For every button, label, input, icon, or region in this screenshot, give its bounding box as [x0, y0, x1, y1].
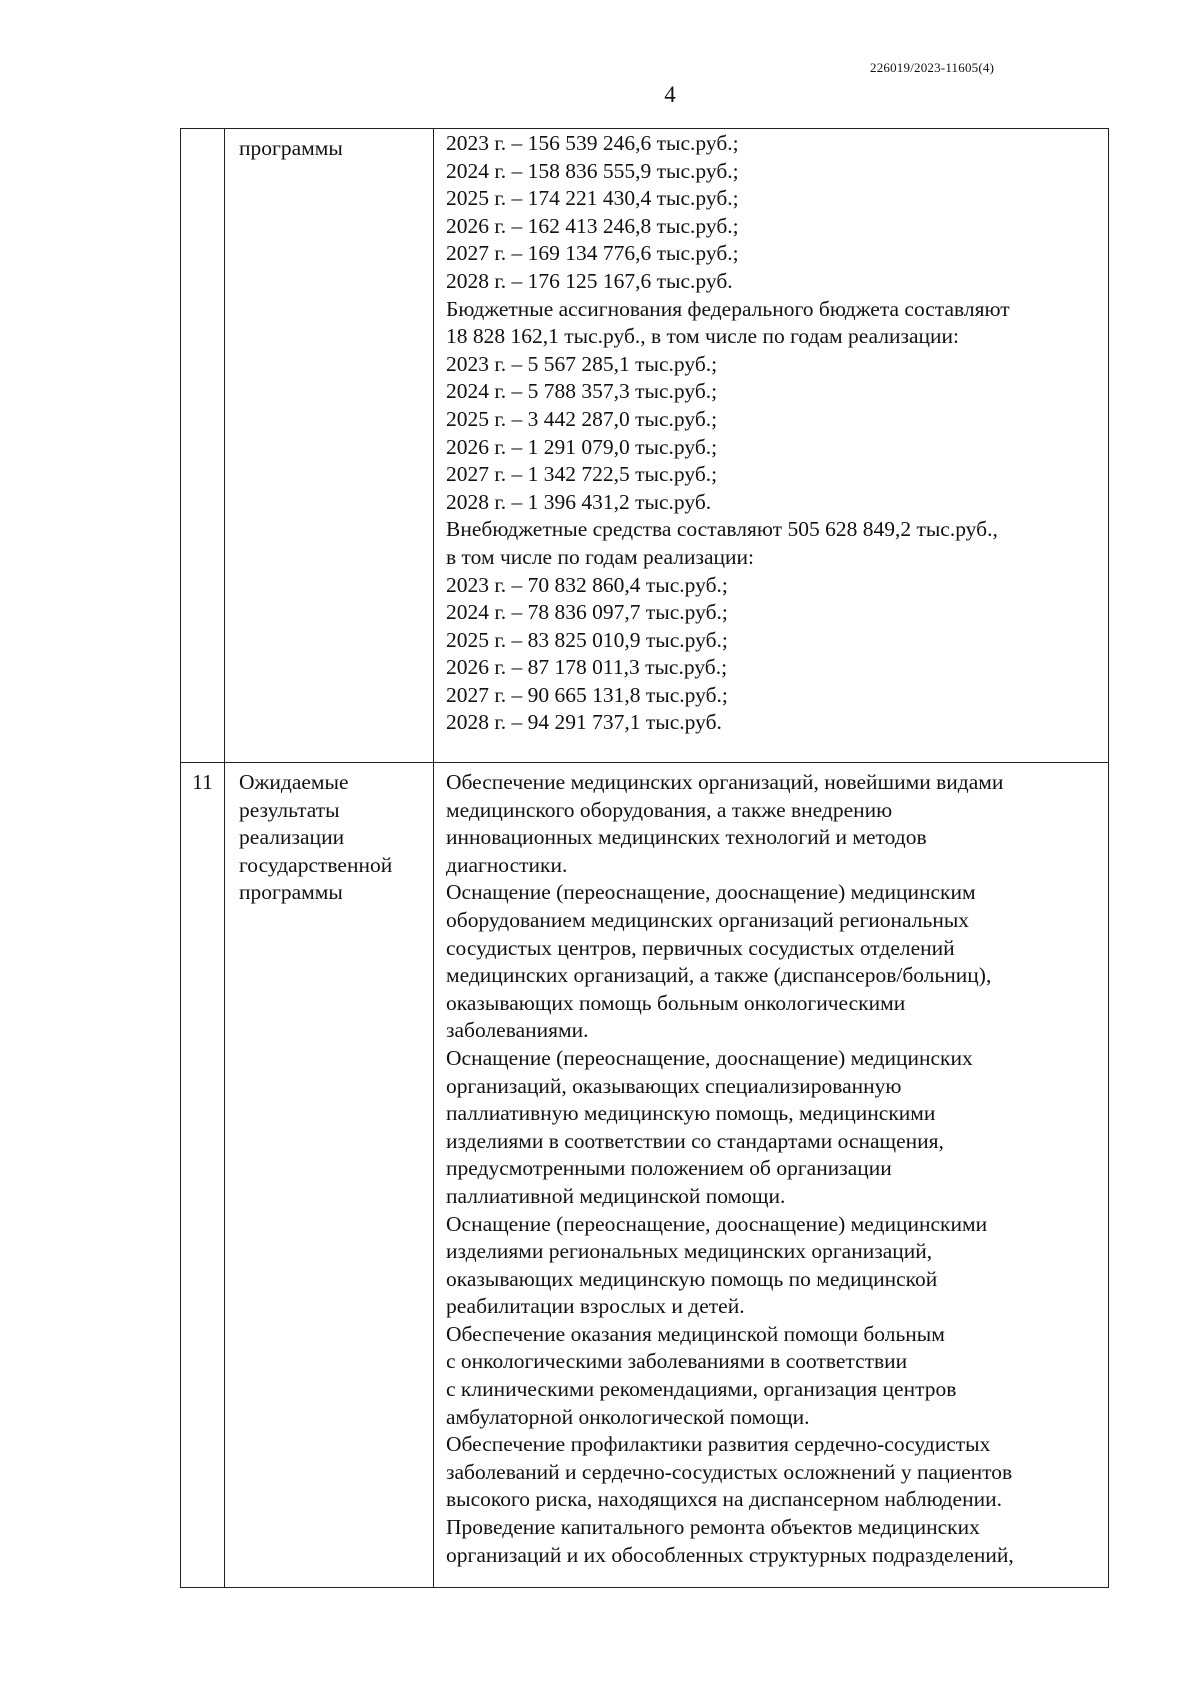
result-line: заболеваний и сердечно-сосудистых осложнений у пациентов — [446, 1459, 1013, 1484]
result-line: Обеспечение оказания медицинской помощи больным — [446, 1321, 945, 1346]
result-line: высокого риска, находящихся на диспансерном наблюдении. — [446, 1487, 1002, 1512]
funding-line: 2026 г. – 1 291 079,0 тыс.руб.; — [446, 434, 718, 459]
result-line: паллиативную медицинскую помощь, медицинскими — [446, 1101, 936, 1126]
funding-line: Внебюджетные средства составляют 505 628 849,2 тыс.руб., — [446, 517, 998, 542]
table-row-11 — [181, 763, 1109, 1588]
result-line: инновационных медицинских технологий и методов — [446, 825, 927, 850]
funding-content-cell — [434, 129, 1109, 763]
result-line: амбулаторной онкологической помощи. — [446, 1404, 810, 1429]
document-registration-number: 226019/2023-11605(4) — [870, 60, 995, 75]
funding-line: 2023 г. – 5 567 285,1 тыс.руб.; — [446, 351, 718, 376]
funding-line: Бюджетные ассигнования федерального бюджета составляют — [446, 296, 1010, 321]
funding-line: 2024 г. – 78 836 097,7 тыс.руб.; — [446, 600, 728, 625]
result-line: с клиническими рекомендациями, организация центров — [446, 1377, 957, 1402]
result-line: Оснащение (переоснащение, дооснащение) медицинских — [446, 1045, 973, 1070]
result-line: медицинского оборудования, а также внедрению — [446, 797, 893, 822]
result-line: диагностики. — [446, 852, 568, 877]
funding-line: в том числе по годам реализации: — [446, 544, 755, 569]
funding-line: 2025 г. – 83 825 010,9 тыс.руб.; — [446, 627, 728, 652]
result-line: изделиями в соответствии со стандартами оснащения, — [446, 1128, 944, 1153]
row-name-cell — [225, 763, 434, 1588]
funding-line: 2026 г. – 87 178 011,3 тыс.руб.; — [446, 655, 728, 680]
expected-results-cell — [434, 763, 1109, 1588]
funding-line: 2026 г. – 162 413 246,8 тыс.руб.; — [446, 213, 739, 238]
program-passport-table — [180, 128, 1109, 1588]
funding-line: 2025 г. – 3 442 287,0 тыс.руб.; — [446, 406, 718, 431]
result-line: сосудистых центров, первичных сосудистых отделений — [446, 935, 955, 960]
result-line: реабилитации взрослых и детей. — [446, 1294, 745, 1319]
funding-line: 2023 г. – 156 539 246,6 тыс.руб.; — [446, 131, 739, 155]
result-line: Оснащение (переоснащение, дооснащение) медицинскими — [446, 1211, 988, 1236]
row-number-cell: 11 — [181, 763, 225, 1588]
result-line: медицинских организаций, а также (диспансеров/больниц), — [446, 963, 992, 988]
row-name-line: результаты — [239, 797, 340, 822]
row-name-cell: программы — [225, 129, 434, 763]
result-line: предусмотренными положением об организации — [446, 1156, 892, 1181]
result-line: организаций, оказывающих специализированную — [446, 1073, 902, 1098]
row-name-line: государственной — [239, 852, 393, 877]
page-number: 4 — [664, 82, 676, 107]
result-line: изделиями региональных медицинских организаций, — [446, 1239, 933, 1264]
funding-line: 18 828 162,1 тыс.руб., в том числе по годам реализации: — [446, 324, 960, 349]
row-name-line: программы — [239, 880, 343, 905]
result-line: заболеваниями. — [446, 1018, 589, 1043]
row-name-line: реализации — [239, 825, 345, 850]
row-number-cell — [181, 129, 225, 763]
result-line: Оснащение (переоснащение, дооснащение) медицинским — [446, 880, 976, 905]
result-line: оборудованием медицинских организаций региональных — [446, 907, 970, 932]
table-row-funding-continued — [181, 129, 1109, 763]
funding-line: 2025 г. – 174 221 430,4 тыс.руб.; — [446, 186, 739, 211]
funding-line: 2028 г. – 94 291 737,1 тыс.руб. — [446, 710, 722, 735]
result-line: Обеспечение профилактики развития сердечно-сосудистых — [446, 1432, 991, 1457]
result-line: организаций и их обособленных структурных подразделений, — [446, 1542, 1014, 1567]
result-line: оказывающих помощь больным онкологическими — [446, 990, 906, 1015]
result-line: с онкологическими заболеваниями в соответствии — [446, 1349, 908, 1374]
funding-line: 2027 г. – 1 342 722,5 тыс.руб.; — [446, 462, 718, 487]
funding-line: 2028 г. – 1 396 431,2 тыс.руб. — [446, 489, 712, 514]
funding-line: 2027 г. – 169 134 776,6 тыс.руб.; — [446, 241, 739, 266]
funding-line: 2023 г. – 70 832 860,4 тыс.руб.; — [446, 572, 728, 597]
result-line: оказывающих медицинскую помощь по медицинской — [446, 1266, 938, 1291]
row-name-line: Ожидаемые — [239, 770, 349, 794]
result-line: Проведение капитального ремонта объектов медицинских — [446, 1515, 980, 1540]
funding-line: 2024 г. – 5 788 357,3 тыс.руб.; — [446, 379, 718, 404]
result-line: паллиативной медицинской помощи. — [446, 1183, 786, 1208]
funding-line: 2027 г. – 90 665 131,8 тыс.руб.; — [446, 682, 728, 707]
funding-line: 2024 г. – 158 836 555,9 тыс.руб.; — [446, 158, 739, 183]
result-line: Обеспечение медицинских организаций, новейшими видами — [446, 770, 1004, 794]
funding-line: 2028 г. – 176 125 167,6 тыс.руб. — [446, 268, 733, 293]
